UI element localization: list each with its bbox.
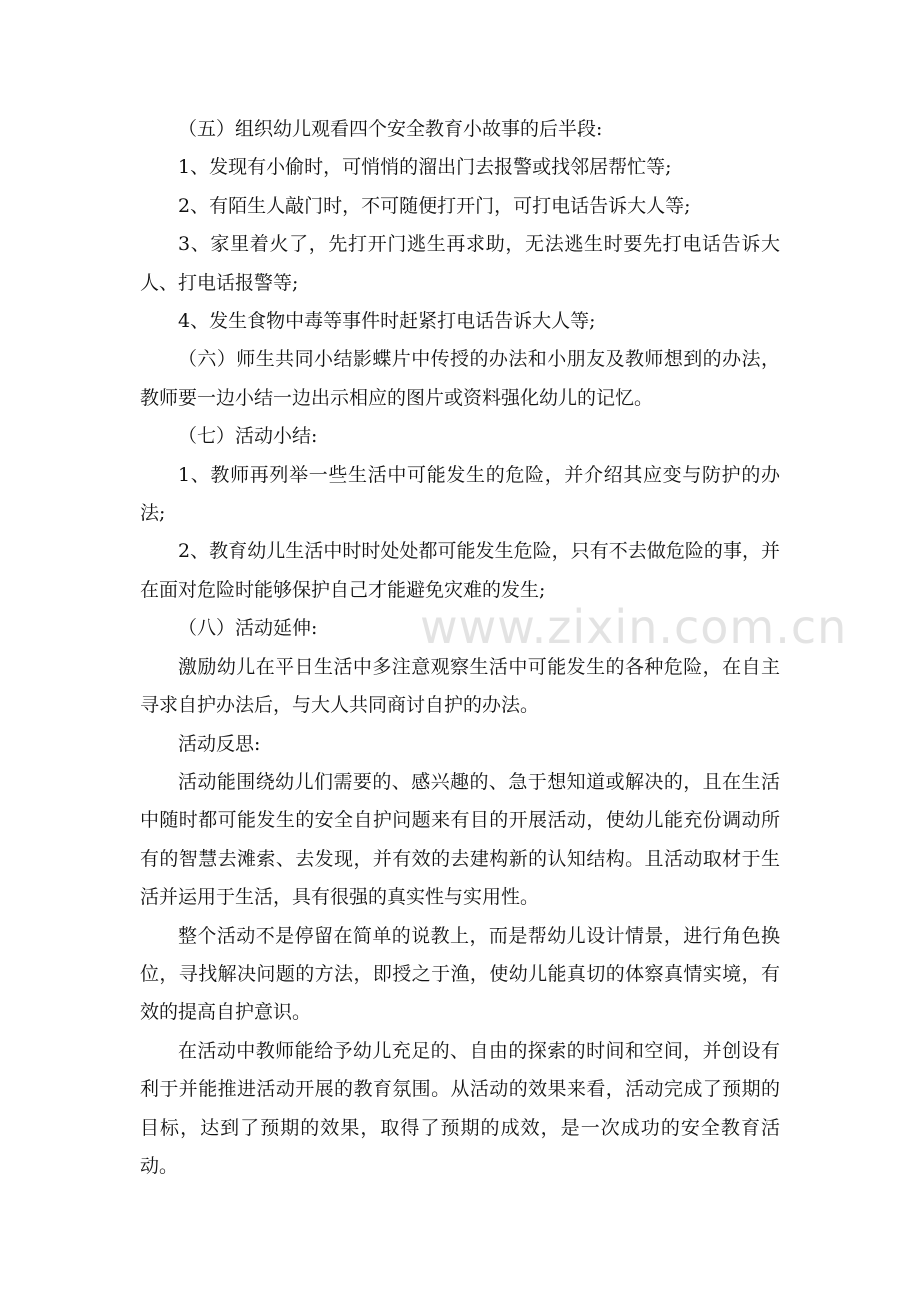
list-item: 3、家里着火了，先打开门逃生再求助，无法逃生时要先打电话告诉大人、打电话报警等; [140,233,780,294]
section-heading-5: （五）组织幼儿观看四个安全教育小故事的后半段: [178,118,603,140]
section-heading-6: （六）师生共同小结影蝶片中传授的办法和小朋友及教师想到的办法，教师要一边小结一边出示相应的图片或资料强化幼儿的记忆。 [140,348,780,409]
watermark: www.zixin.com.cn [420,600,848,654]
paragraph: 活动能围绕幼儿们需要的、感兴趣的、急于想知道或解决的，且在生活中随时都可能发生的安全自护问题来有目的开展活动，使幼儿能充份调动所有的智慧去滩索、去发现，并有效的去建构新的认知结构。且活动取材于生活并运用于生活，具有很强的真实性与实用性。 [140,770,780,909]
paragraph: 在活动中教师能给予幼儿充足的、自由的探索的时间和空间，并创设有利于并能推进活动开展的教育氛围。从活动的效果来看，活动完成了预期的目标，达到了预期的效果，取得了预期的成效，是一次成功的安全教育活动。 [140,1039,780,1177]
document-body [140,110,780,1185]
section-heading-7: （七）活动小结: [178,425,318,448]
list-item: 2、教育幼儿生活中时时处处都可能发生危险，只有不去做危险的事，并在面对危险时能够保护自己才能避免灾难的发生; [140,540,780,601]
list-item: 2、有陌生人敲门时，不可随便打开门，可打电话告诉大人等; [178,194,691,217]
paragraph: 整个活动不是停留在简单的说教上，而是帮幼儿设计情景，进行角色换位，寻找解决问题的方法，即授之于渔，使幼儿能真切的体察真情实境，有效的提高自护意识。 [140,924,780,1024]
list-item: 4、发生食物中毒等事件时赶紧打电话告诉大人等; [178,310,596,333]
list-item: 1、发现有小偷时，可悄悄的溜出门去报警或找邻居帮忙等; [178,156,672,179]
reflection-heading: 活动反思: [178,732,261,755]
paragraph: 激励幼儿在平日生活中多注意观察生活中可能发生的各种危险，在自主寻求自护办法后，与大人共同商讨自护的办法。 [140,655,780,717]
list-item: 1、教师再列举一些生活中可能发生的危险，并介绍其应变与防护的办法; [140,463,780,525]
section-heading-8: （八）活动延伸: [178,617,318,640]
